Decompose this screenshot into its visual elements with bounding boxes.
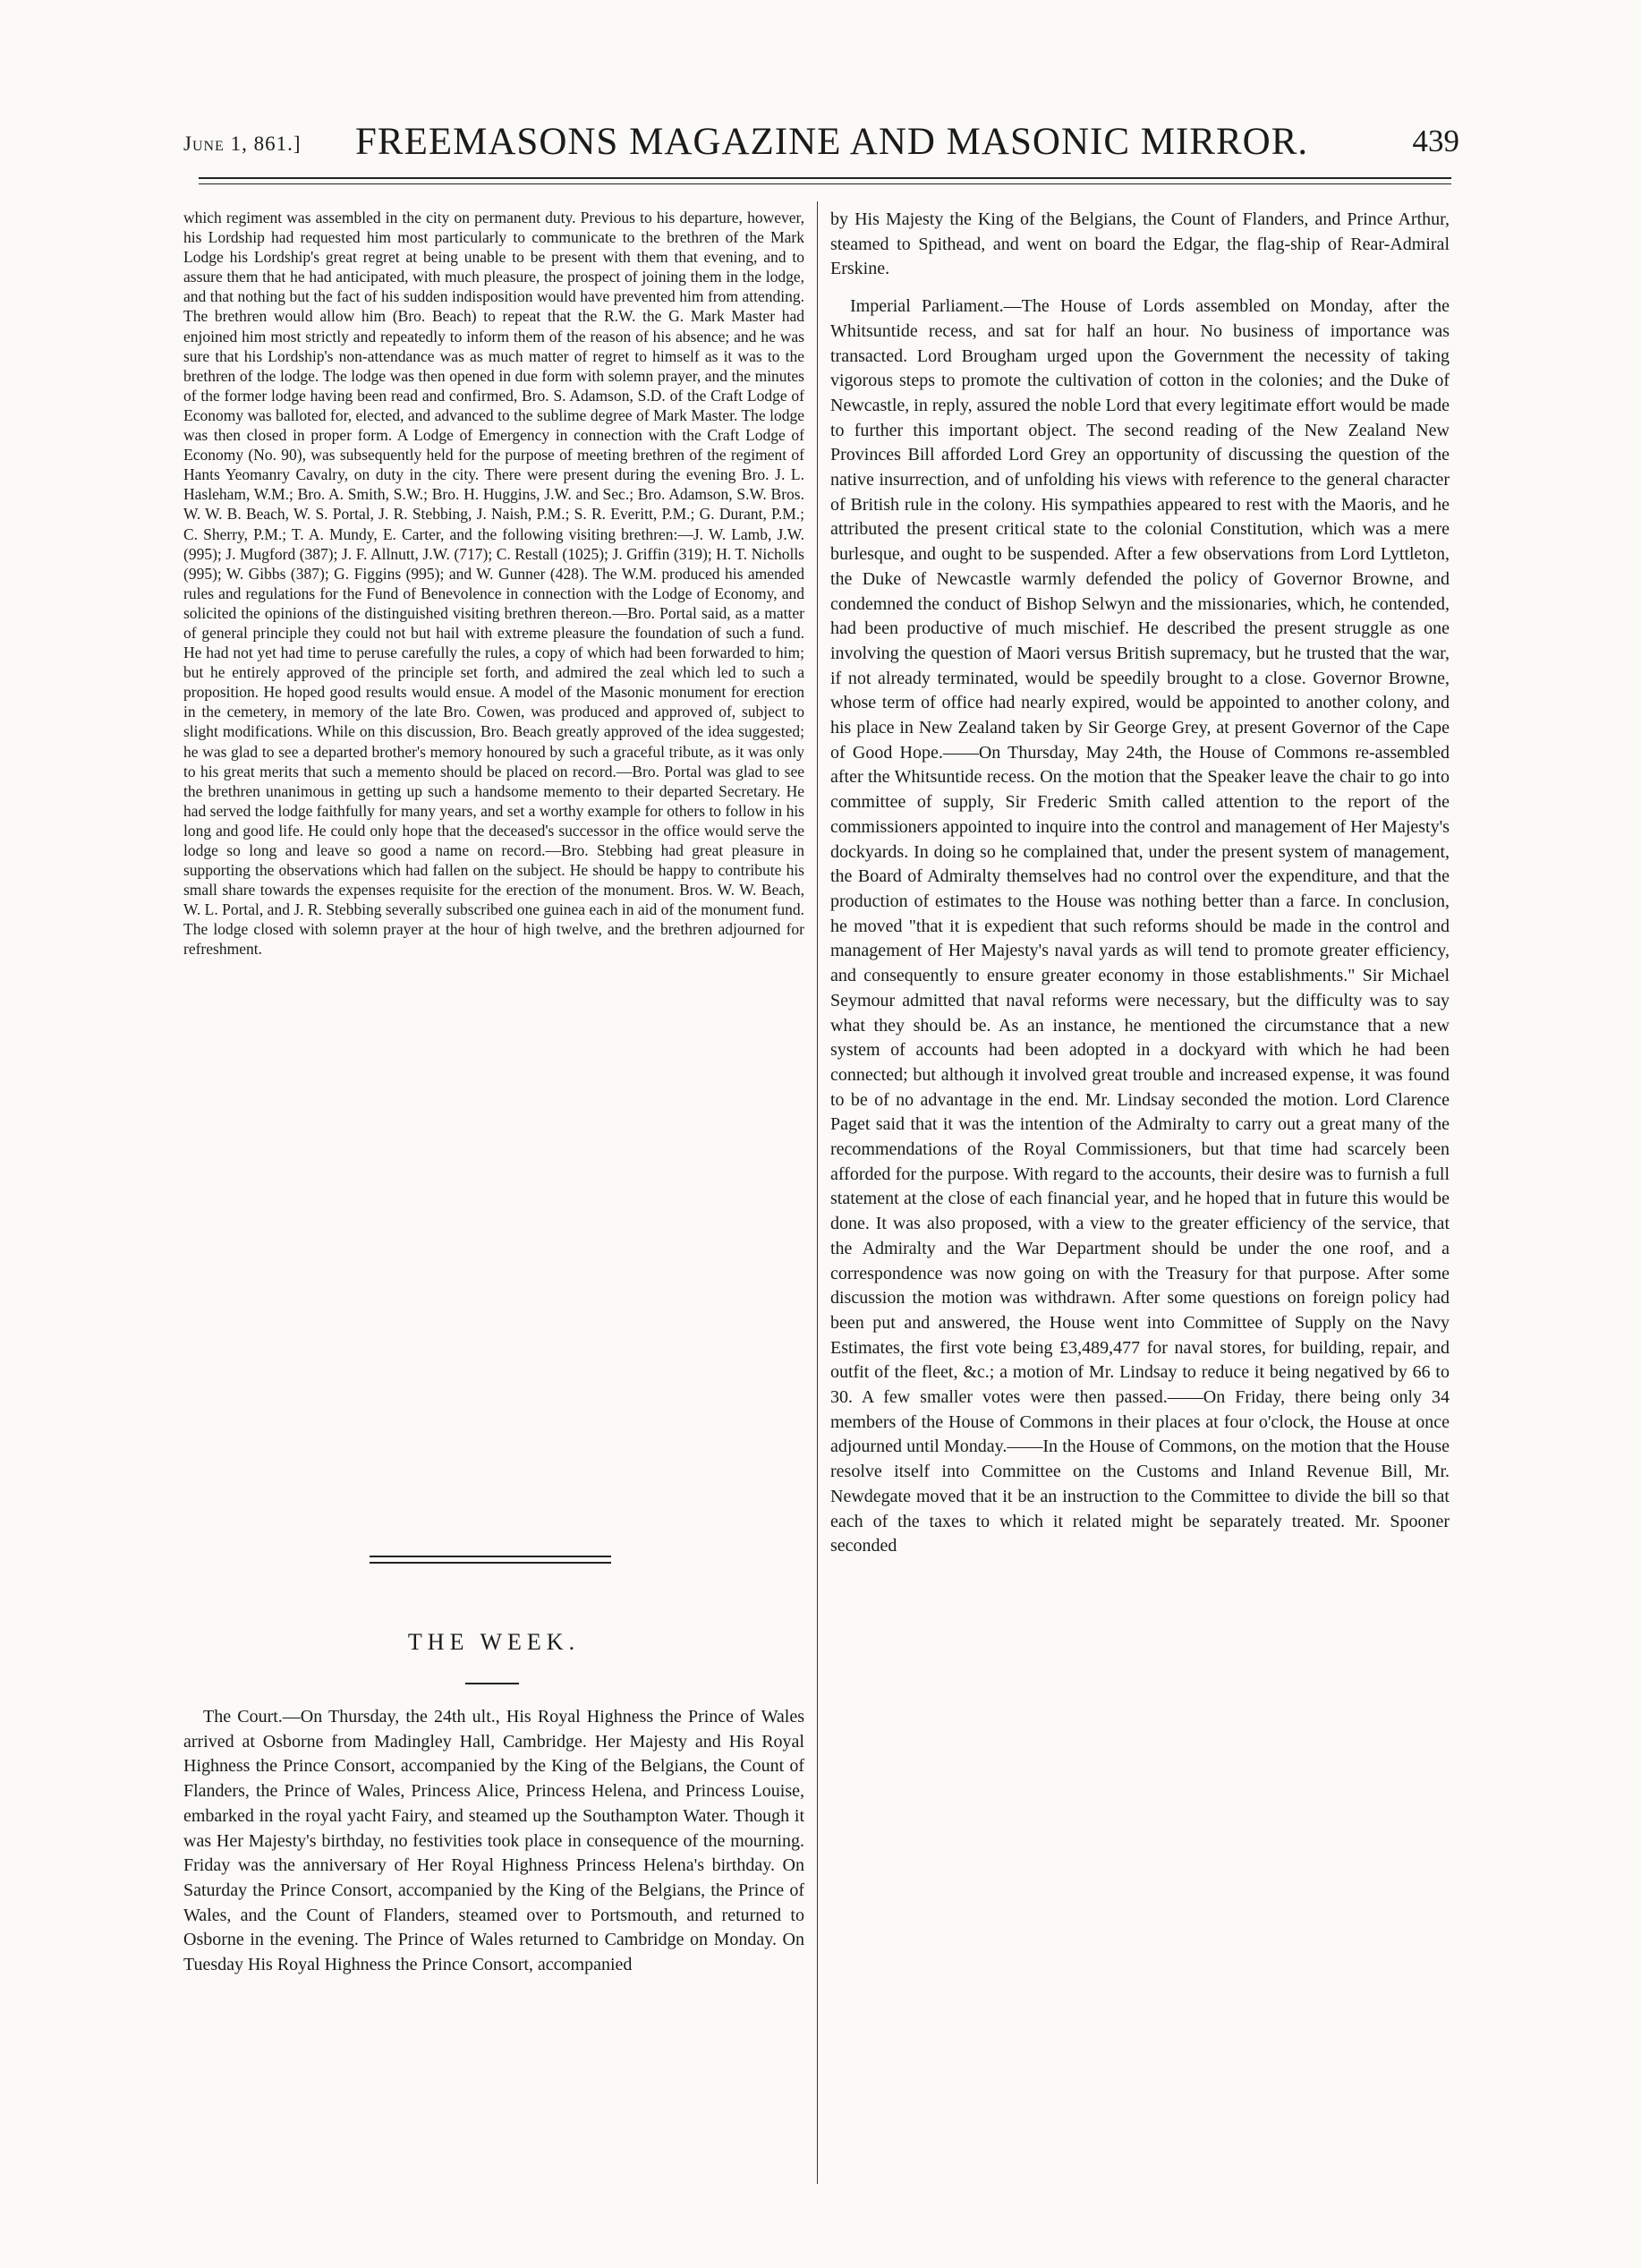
page-header <box>183 115 1459 168</box>
header-rule-thin <box>199 183 1451 184</box>
section-title: THE WEEK. <box>407 1629 581 1655</box>
section-rule <box>370 1556 611 1557</box>
court-continuation: by His Majesty the King of the Belgians, the Count of Flanders, and Prince Arthur, steamed to Spithead, and went on board the Edgar, the flag-ship of Rear-Admiral Erskine. <box>830 209 1450 279</box>
section-rule-thin <box>370 1562 611 1564</box>
page-number: 439 <box>1412 124 1459 158</box>
header-date: June 1, 861.] <box>183 132 302 155</box>
column-divider <box>817 201 818 2184</box>
lodge-report-text: which regiment was assembled in the city on permanent duty. Previous to his departure, however, his Lordship had requested him most particularly to communicate to the brethren of the Mark Lodge his Lordship's great regret at being unable to be present with them that evening, and to assure them that he had anticipated, with much pleasure, the prospect of joining them in the lodge, and that nothing but the fact of his sudden indisposition would have prevented him from attending. The brethren would allow him (Bro. Beach) to repeat that the R.W. the G. Mark Master had enjoined him most strictly and repeatedly to inform them of the reason of his absence; and he was sure that his Lordship's non-attendance was as much matter of regret to himself as it was to the brethren of the lodge. The lodge was then opened in due form with solemn prayer, and the minutes of the former lodge having been read and confirmed, Bro. S. Adamson, S.D. of the Craft Lodge of Economy was balloted for, elected, and advanced to the sublime degree of Mark Master. The lodge was then closed in proper form. A Lodge of Emergency in connection with the Craft Lodge of Economy (No. 90), was subsequently held for the purpose of meeting brethren of the regiment of Hants Yeomanry Cavalry, on duty in the city. There were present during the evening Bro. J. L. Hasleham, W.M.; Bro. A. Smith, S.W.; Bro. H. Huggins, J.W. and Sec.; Bro. Adamson, S.W. Bros. W. W. B. Beach, W. S. Portal, J. R. Stebbing, J. Naish, P.M.; S. R. Everitt, P.M.; G. Durant, P.M.; C. Sherry, P.M.; T. A. Mundy, E. Carter, and the following visiting brethren:—J. W. Lamb, J.W. (995); J. Mugford (387); J. F. Allnutt, J.W. (717); C. Restall (1025); J. Griffin (319); H. T. Nicholls (995); W. Gibbs (387); G. Figgins (995); and W. Gunner (428). The W.M. produced his amended rules and regulations for the Fund of Benevolence in connection with the Lodge of Economy, and solicited the opinions of the distinguished visiting brethren thereon.—Bro. Portal said, as a matter of general principle they could not but hail with extreme pleasure the foundation of such a fund. He had not yet had time to peruse carefully the rules, a copy of which had been forwarded to him; but he entirely approved of the principle set forth, and admired the zeal which led to such a proposition. He hoped good results would ensue. A model of the Masonic monument for erection in the cemetery, in memory of the late Bro. Cowen, was produced and approved of, subject to slight modifications. While on this discussion, Bro. Beach greatly approved of the idea suggested; he was glad to see a departed brother's memory honoured by such a graceful tribute, as it was only to his great merits that such a memento should be placed on record.—Bro. Portal was glad to see the brethren unanimous in getting up such a handsome memento to their departed Secretary. He had served the lodge faithfully for many years, and set a worthy example for others to follow in his long and good life. He could only hope that the deceased's successor in the office would serve the lodge so long and leave so good a name on record.—Bro. Stebbing had great pleasure in supporting the observations which had fallen on the subject. He should be happy to contribute his small share towards the expenses requisite for the erection of the monument. Bros. W. W. Beach, W. L. Portal, and J. R. Stebbing severally subscribed one guinea each in aid of the monument fund. The lodge closed with solemn prayer at the hour of high twelve, and the brethren adjourned for refreshment. <box>183 209 804 959</box>
title-rule <box>465 1683 519 1684</box>
parliament-text: Imperial Parliament.—The House of Lords assembled on Monday, after the Whitsuntide recess, and sat for half an hour. No business of importance was transacted. Lord Brougham urged upon the Government the necessity of taking vigorous steps to promote the cultivation of cotton in the colonies; and the Duke of Newcastle, in reply, assured the noble Lord that every legitimate effort would be made to further this important object. The second reading of the New Zealand New Provinces Bill afforded Lord Grey an opportunity of discussing the question of the native insurrection, and of unfolding his views with reference to the general character of British rule in the colony. His sympathies appeared to rest with the Maoris, and he attributed the present critical state to the colonial Constitution, which was a mere burlesque, and ought to be suspended. After a few observations from Lord Lyttleton, the Duke of Newcastle warmly defended the policy of Governor Browne, and condemned the conduct of Bishop Selwyn and the missionaries, which, he contended, had been productive of much mischief. He described the present struggle as one involving the question of Maori versus British supremacy, but he trusted that the war, if not already terminated, would be speedily brought to a close. Governor Browne, whose term of office had nearly expired, would be appointed to another colony, and his place in New Zealand taken by Sir George Grey, at present Governor of the Cape of Good Hope.——On Thursday, May 24th, the House of Commons re-assembled after the Whitsuntide recess. On the motion that the Speaker leave the chair to go into committee of supply, Sir Frederic Smith called attention to the report of the commissioners appointed to inquire into the control and management of Her Majesty's dockyards. In doing so he complained that, under the present system of management, the Board of Admiralty themselves had no control over the expenditure, and that the production of estimates to the House was nothing better than a farce. In conclusion, he moved "that it is expedient that such reforms should be made in the control and management of Her Majesty's naval yards as will tend to promote greater efficiency, and consequently to ensure greater economy in those establishments." Sir Michael Seymour admitted that naval reforms were necessary, but the difficulty was to say what they should be. As an instance, he mentioned the circumstance that a new system of accounts had been adopted in a dockyard with which he had been connected; but although it involved great trouble and increased expense, it was found to be of no advantage in the end. Mr. Lindsay seconded the motion. Lord Clarence Paget said that it was the intention of the Admiralty to carry out a great many of the recommendations of the Royal Commissioners, but that time had scarcely been afforded for the purpose. With regard to the accounts, their desire was to furnish a full statement at the close of each financial year, and he hoped that in future this would be done. It was also proposed, with a view to the greater efficiency of the service, that the Admiralty and the War Department should be under the one roof, and a correspondence was now going on with the Treasury for that purpose. After some discussion the motion was withdrawn. After some questions on foreign policy had been put and answered, the House went into Committee of Supply on the Navy Estimates, the first vote being £3,489,477 for naval stores, for building, repair, and outfit of the fleet, &c.; a motion of Mr. Lindsay to reduce it being negatived by 66 to 30. A few smaller votes were then passed.——On Friday, there being only 34 members of the House of Commons in their places at four o'clock, the House at once adjourned until Monday.——In the House of Commons, on the motion that the House resolve itself into Committee on the Customs and Inland Revenue Bill, Mr. Newdegate moved that it be an instruction to the Committee to divide the bill so that each of the taxes to which it related might be separately treated. Mr. Spooner seconded <box>830 296 1450 1556</box>
left-column <box>183 208 804 959</box>
court-text: The Court.—On Thursday, the 24th ult., His Royal Highness the Prince of Wales arrived at Osborne from Madingley Hall, Cambridge. Her Majesty and His Royal Highness the Prince Consort, accompanied by the King of the Belgians, the Count of Flanders, the Prince of Wales, Princess Alice, Princess Helena, and Princess Louise, embarked in the royal yacht Fairy, and steamed up the Southampton Water. Though it was Her Majesty's birthday, no festivities took place in consequence of the mourning. Friday was the anniversary of Her Royal Highness Princess Helena's birthday. On Saturday the Prince Consort, accompanied by the King of the Belgians, the Prince of Wales, and the Count of Flanders, steamed over to Portsmouth, and returned to Osborne in the evening. The Prince of Wales returned to Cambridge on Monday. On Tuesday His Royal Highness the Prince Consort, accompanied <box>183 1707 804 1975</box>
header-rule <box>199 177 1451 179</box>
header-title: FREEMASONS MAGAZINE AND MASONIC MIRROR. <box>355 121 1309 163</box>
right-column <box>830 208 1450 1572</box>
court-article <box>183 1705 804 1978</box>
